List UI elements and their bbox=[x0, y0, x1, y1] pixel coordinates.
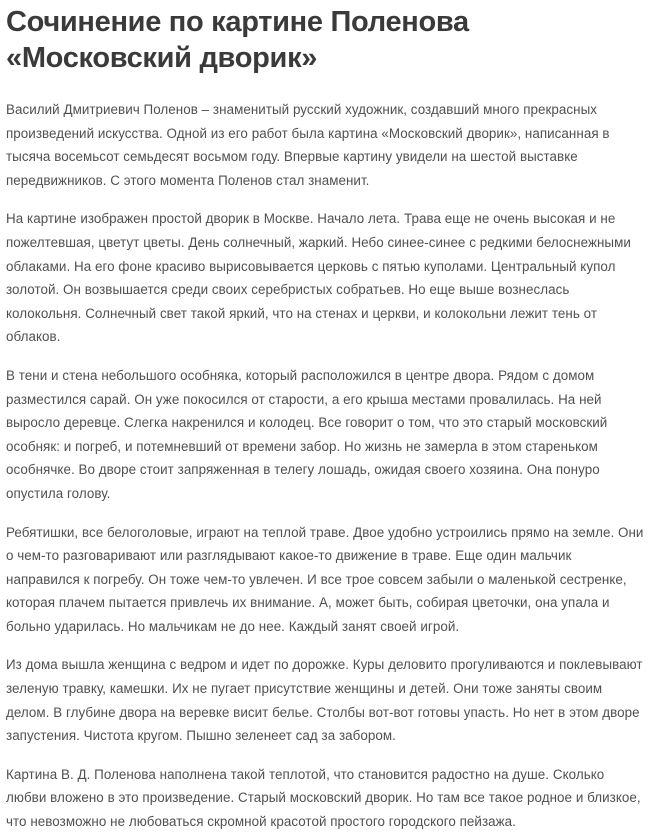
article-paragraph-5: Из дома вышла женщина с ведром и идет по дорожке. Куры деловито прогуливаются и поклевывают зеленую травку, камешки. Их не пугает присутствие женщины и детей. Они тоже заняты своим делом. В глубине двора на веревке висит белье. Столбы вот-вот готовы упасть. Но нет в этом дворе запустения. Чистота кругом. Пышно зеленеет сад за забором. bbox=[6, 657, 643, 744]
article-paragraph-3: В тени и стена небольшого особняка, который расположился в центре двора. Рядом с домом разместился сарай. Он уже покосился от старости, а его крыша местами провалилась. На ней выросло деревце. Слегка накренился и колодец. Все говорит о том, что это старый московский особняк: и погреб, и потемневший от времени забор. Но жизнь не замерла в этом стареньком особнячке. Во дворе стоит запряженная в телегу лошадь, ожидая своего хозяина. Она понуро опустила голову. bbox=[6, 367, 608, 501]
article-paragraph-4: Ребятишки, все белоголовые, играют на теплой траве. Двое удобно устроились прямо на земле. Они о чем-то разговаривают или разглядывают какое-то движение в траве. Еще один мальчик направился к погребу. Он тоже чем-то увлечен. И все трое совсем забыли о маленькой сестренке, которая плачем пытается привлечь их внимание. А, может быть, собирая цветочки, она упала и больно ударилась. Но мальчикам не до нее. Каждый занят своей игрой. bbox=[6, 524, 644, 634]
article-paragraph-6: Картина В. Д. Поленова наполнена такой теплотой, что становится радостно на душе. Сколько любви вложено в это произведение. Старый московский дворик. Но там все такое родное и близкое, что невозможно не любоваться скромной красотой простого городского пейзажа. bbox=[6, 766, 641, 830]
article-title: Сочинение по картине Поленова «Московский дворик» bbox=[6, 6, 469, 74]
article-paragraph-2: На картине изображен простой дворик в Москве. Начало лета. Трава еще не очень высокая и не пожелтевшая, цветут цветы. День солнечный, жаркий. Небо синее-синее с редкими белоснежными облаками. На его фоне красиво вырисовывается церковь с пятью куполами. Центральный купол золотой. Он возвышается среди своих серебристых собратьев. Но еще выше вознеслась колокольня. Солнечный свет такой яркий, что на стенах и церкви, и колокольни лежит тень от облаков. bbox=[6, 211, 631, 345]
article-paragraph-1: Василий Дмитриевич Поленов – знаменитый русский художник, создавший много прекрасных произведений искусства. Одной из его работ была картина «Московский дворик», написанная в тысяча восемьсот семьдесят восьмом году. Впервые картину увидели на шестой выставке передвижников. С этого момента Поленов стал знаменит. bbox=[6, 102, 610, 188]
